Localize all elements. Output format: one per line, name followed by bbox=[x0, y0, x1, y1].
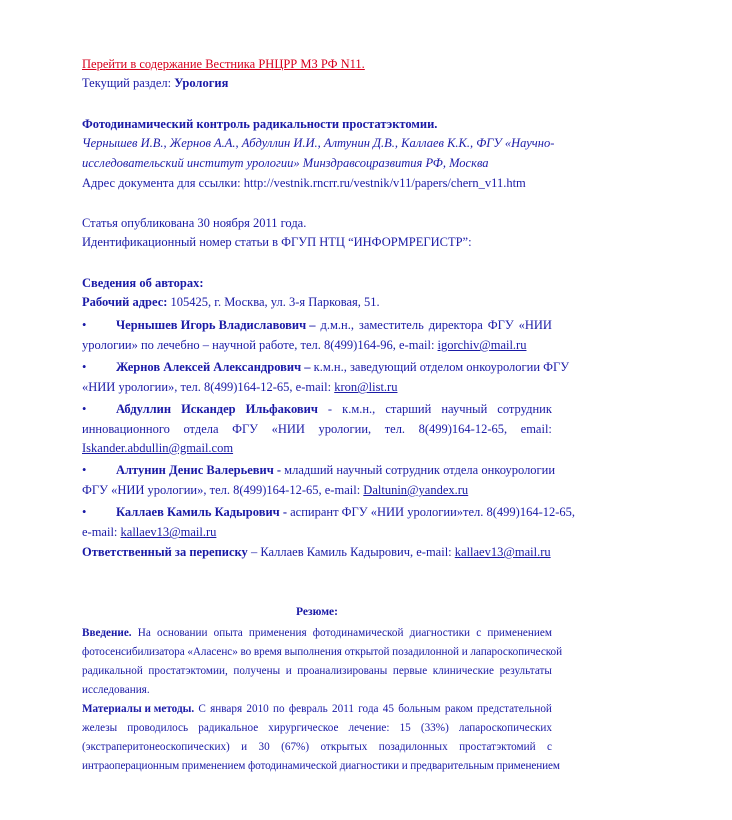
corresponding-email[interactable]: kallaev13@mail.ru bbox=[454, 545, 551, 559]
word: получены bbox=[233, 665, 281, 677]
word: первые bbox=[392, 665, 428, 677]
word: 2010 bbox=[246, 703, 269, 715]
word: простатэктомии, bbox=[148, 665, 228, 677]
word: радикальное bbox=[198, 722, 259, 734]
word: проанализированы bbox=[297, 665, 388, 677]
word: отдела bbox=[183, 422, 219, 436]
author-5-email[interactable]: kallaev13@mail.ru bbox=[120, 525, 217, 539]
author-4-email[interactable]: Daltunin@yandex.ru bbox=[363, 483, 469, 497]
intro-line-2: фотосенсибилизатора «Аласенс» во время выполнения открытой позадилонной и лапароскопической bbox=[82, 646, 563, 658]
bullet-icon: • bbox=[82, 402, 87, 416]
author-item-4: • Алтунин Денис Валерьевич - младший научный сотрудник отдела онкоурологии bbox=[82, 461, 552, 480]
word: 15 bbox=[399, 722, 411, 734]
bullet-icon: • bbox=[82, 360, 87, 374]
author-item-2: • Жернов Алексей Александрович – к.м.н., заведующий отделом онкоурологии ФГУ bbox=[82, 358, 552, 377]
word: директора bbox=[428, 318, 483, 332]
word: ФГУ bbox=[487, 318, 514, 332]
author-2-email[interactable]: kron@list.ru bbox=[334, 380, 398, 394]
intro-line-4: исследования. bbox=[82, 684, 150, 696]
word: радикальной bbox=[82, 665, 143, 677]
word: 2011 bbox=[332, 703, 354, 715]
methods-label: Материалы и методы. bbox=[82, 703, 195, 715]
word: (67%) bbox=[281, 741, 310, 753]
toc-link[interactable]: Перейти в содержание Вестника РНЦРР МЗ РФ N11. bbox=[82, 57, 365, 71]
word: На bbox=[137, 627, 151, 639]
word: февраль bbox=[288, 703, 328, 715]
word: по bbox=[273, 703, 285, 715]
word: (33%) bbox=[420, 722, 449, 734]
article-authors-line1: Чернышев И.В., Жернов А.А., Абдуллин И.И., Алтунин Д.В., Каллаев К.К., ФГУ «Научно- bbox=[82, 136, 555, 150]
word: «НИИ bbox=[271, 422, 305, 436]
word: железы bbox=[82, 722, 118, 734]
word: применением bbox=[487, 627, 552, 639]
work-address: Рабочий адрес: 105425, г. Москва, ул. 3-я Парковая, 51. bbox=[82, 295, 380, 309]
word: клинические bbox=[432, 665, 494, 677]
intro-label: Введение. bbox=[82, 627, 132, 639]
word: 30 bbox=[258, 741, 270, 753]
word: раком bbox=[444, 703, 473, 715]
word: к.м.н., bbox=[342, 402, 376, 416]
author-2-contacts: «НИИ урологии», тел. 8(499)164-12-65, e-mail: kron@list.ru bbox=[82, 380, 398, 394]
word: основании bbox=[157, 627, 208, 639]
word: «НИИ bbox=[518, 318, 552, 332]
word: диагностики bbox=[409, 627, 471, 639]
methods-line-3 bbox=[82, 738, 552, 757]
authors-heading: Сведения об авторах: bbox=[82, 276, 204, 290]
word: Ильфакович bbox=[245, 402, 318, 416]
word: Абдуллин bbox=[116, 402, 172, 416]
author-3-contacts bbox=[82, 420, 552, 439]
intro-line-1 bbox=[82, 624, 552, 643]
author-item-5: • Каллаев Камиль Кадырович - аспирант ФГУ «НИИ урологии»тел. 8(499)164-12-65, bbox=[82, 503, 552, 522]
word: д.м.н., bbox=[320, 318, 354, 332]
word: заместитель bbox=[358, 318, 424, 332]
word: - bbox=[327, 402, 333, 416]
methods-line-4: интраоперационным применением фотодинамической диагностики и предварительным применением bbox=[82, 760, 560, 772]
section-name: Урология bbox=[174, 76, 229, 90]
word: результаты bbox=[499, 665, 552, 677]
word: С bbox=[198, 703, 206, 715]
author-item-3 bbox=[82, 400, 552, 419]
word: и bbox=[285, 665, 292, 677]
intro-line-3 bbox=[82, 662, 552, 681]
author-item-1: • Чернышев Игорь Владиславович – д.м.н., заместитель директора ФГУ «НИИ bbox=[82, 316, 552, 335]
word: фотодинамической bbox=[312, 627, 404, 639]
word: 45 bbox=[382, 703, 394, 715]
word: с bbox=[547, 741, 552, 753]
word: тел. bbox=[384, 422, 406, 436]
word: опыта bbox=[213, 627, 243, 639]
word: хирургическое bbox=[268, 722, 339, 734]
word: позадилонных bbox=[378, 741, 448, 753]
word: email: bbox=[520, 422, 552, 436]
current-section: Текущий раздел: Урология bbox=[82, 76, 229, 90]
article-title: Фотодинамический контроль радикальности простатэктомии. bbox=[82, 117, 438, 131]
word: января bbox=[210, 703, 243, 715]
word: научный bbox=[441, 402, 488, 416]
author-4-contacts: ФГУ «НИИ урологии», тел. 8(499)164-12-65, e-mail: Daltunin@yandex.ru bbox=[82, 483, 469, 497]
author-1-contacts: урологии» по лечебно – научной работе, тел. 8(499)164-96, e-mail: igorchiv@mail.ru bbox=[82, 338, 527, 352]
word: года bbox=[358, 703, 379, 715]
bullet-icon: • bbox=[82, 463, 87, 477]
methods-line-1 bbox=[82, 700, 552, 719]
word: инновационного bbox=[82, 422, 170, 436]
word: урологии, bbox=[318, 422, 372, 436]
word: больным bbox=[398, 703, 441, 715]
word: простатэктомий bbox=[459, 741, 536, 753]
word: ФГУ bbox=[232, 422, 259, 436]
word: старший bbox=[385, 402, 432, 416]
word: с bbox=[476, 627, 482, 639]
bullet-icon: • bbox=[82, 318, 87, 332]
word: Искандер bbox=[181, 402, 236, 416]
word: 8(499)164-12-65, bbox=[418, 422, 508, 436]
article-authors-line2: исследовательский институт урологии» Минздравсоцразвития РФ, Москва bbox=[82, 156, 489, 170]
document-address: Адрес документа для ссылки: http://vestnik.rncrr.ru/vestnik/v11/papers/chern_v11.htm bbox=[82, 176, 526, 190]
summary-heading: Резюме: bbox=[295, 606, 338, 618]
author-3-email[interactable]: Iskander.abdullin@gmail.com bbox=[82, 441, 234, 455]
word: предстательной bbox=[477, 703, 552, 715]
word: лечение: bbox=[348, 722, 390, 734]
author-5-contacts: e-mail: kallaev13@mail.ru bbox=[82, 525, 217, 539]
word: проводилось bbox=[127, 722, 189, 734]
methods-line-2 bbox=[82, 719, 552, 738]
word: и bbox=[241, 741, 248, 753]
word: лапароскопических bbox=[458, 722, 552, 734]
author-1-email[interactable]: igorchiv@mail.ru bbox=[437, 338, 527, 352]
bullet-icon: • bbox=[82, 505, 87, 519]
word: (экстраперитонеоскопических) bbox=[82, 741, 230, 753]
word: сотрудник bbox=[497, 402, 552, 416]
word: открытых bbox=[320, 741, 368, 753]
word: применения bbox=[248, 627, 307, 639]
corresponding-author: Ответственный за переписку – Каллаев Камиль Кадырович, e-mail: kallaev13@mail.ru bbox=[82, 545, 551, 559]
publish-date: Статья опубликована 30 ноября 2011 года. bbox=[82, 216, 307, 230]
article-id-number: Идентификационный номер статьи в ФГУП НТЦ “ИНФОРМРЕГИСТР”: bbox=[82, 235, 472, 249]
